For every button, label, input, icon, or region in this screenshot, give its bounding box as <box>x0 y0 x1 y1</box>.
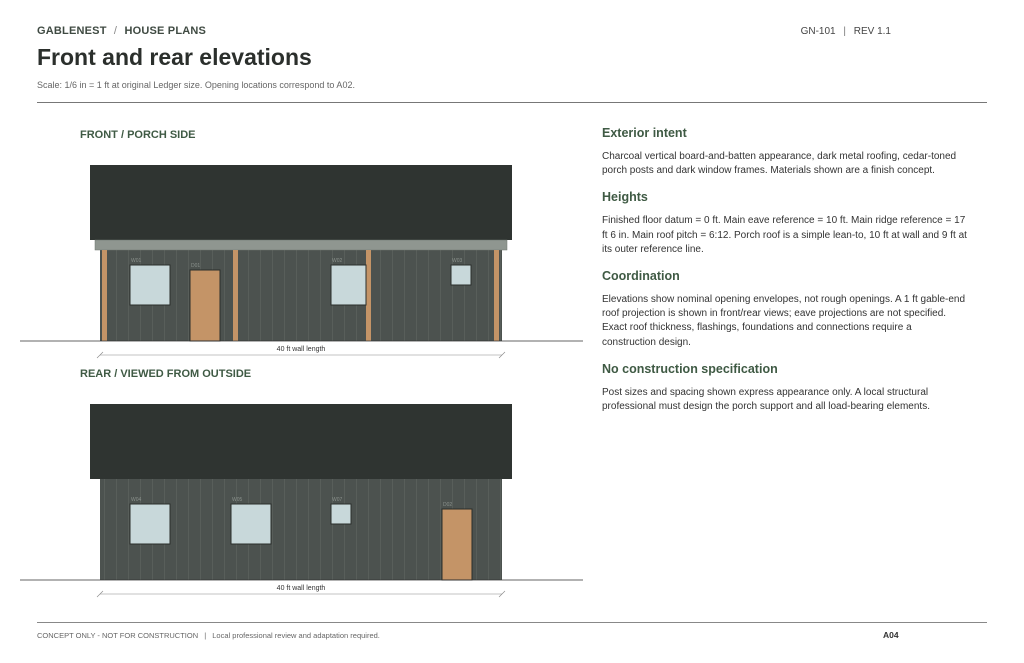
window-w03 <box>451 265 471 285</box>
sheet-number: GN-101 <box>800 26 836 37</box>
footer-note: Local professional review and adaptation required. <box>212 631 380 640</box>
window-w02 <box>331 265 366 305</box>
porch-post <box>366 250 371 341</box>
footer-divider <box>37 622 987 623</box>
note-heading-heights: Heights <box>602 190 648 205</box>
brand-header <box>37 25 206 37</box>
revision: REV 1.1 <box>853 26 891 37</box>
front-heading-secondary: PORCH SIDE <box>127 129 196 141</box>
code-separator: | <box>843 26 846 37</box>
tag-w05: W05 <box>232 497 243 503</box>
window-w05 <box>231 504 271 544</box>
tag-d01: D01 <box>191 263 201 269</box>
front-dimension-label: 40 ft wall length <box>276 346 326 353</box>
footer-sheet-number: A04 <box>883 630 899 640</box>
rear-heading-primary: REAR <box>80 368 112 380</box>
porch-post <box>102 250 107 341</box>
front-heading-separator: / <box>117 129 128 141</box>
header-divider <box>37 102 987 103</box>
front-elevation-drawing <box>20 150 583 360</box>
rear-dimension-label: 40 ft wall length <box>276 585 326 592</box>
page-subtitle: Scale: 1/6 in = 1 ft at original Ledger size. Opening locations correspond to A02. <box>37 80 355 90</box>
rear-elevation-drawing <box>20 389 583 599</box>
tag-w03: W03 <box>452 258 463 264</box>
tag-d02: D02 <box>443 502 453 508</box>
tag-w02: W02 <box>332 258 343 264</box>
tag-w07: W07 <box>332 497 343 503</box>
tag-w01: W01 <box>131 258 142 264</box>
front-elevation-svg <box>20 150 583 360</box>
front-porch-roof <box>95 240 507 250</box>
note-body-no-spec: Post sizes and spacing shown express appearance only. A local structural professional must design the porch support and all load-bearing elements. <box>602 386 930 413</box>
rear-main-roof <box>90 404 512 479</box>
rear-heading-separator: / <box>111 368 121 380</box>
porch-post <box>494 250 499 341</box>
sheet-code <box>801 26 891 37</box>
brand-separator: / <box>113 25 118 37</box>
window-w07 <box>331 504 351 524</box>
page-title: Front and rear elevations <box>37 44 312 70</box>
brand-name: GABLENEST <box>37 25 107 37</box>
note-body-coordination: Elevations show nominal opening envelopes, not rough openings. A 1 ft gable-end roof projection is shown in front/rear views; eave projections are not specified. Exact roof thickness, flashings, foundations and connections require a construction design. <box>602 294 966 348</box>
door-d02 <box>442 509 472 580</box>
footer-disclaimer-text: CONCEPT ONLY - NOT FOR CONSTRUCTION <box>37 631 199 640</box>
rear-heading-secondary: VIEWED FROM OUTSIDE <box>120 368 252 380</box>
front-main-roof <box>90 165 512 240</box>
door-d01 <box>190 270 220 341</box>
tag-w04: W04 <box>131 497 142 503</box>
front-heading-primary: FRONT <box>80 129 118 141</box>
rear-elevation-svg <box>20 389 583 599</box>
note-heading-no-spec: No construction specification <box>602 361 778 376</box>
window-w04 <box>130 504 170 544</box>
note-heading-coordination: Coordination <box>602 269 680 284</box>
rear-elevation-heading <box>80 368 251 380</box>
notes-column <box>602 126 967 414</box>
note-heading-exterior: Exterior intent <box>602 126 687 140</box>
window-w01 <box>130 265 170 305</box>
note-body-exterior: Charcoal vertical board-and-batten appearance, dark metal roofing, cedar-toned porch posts and dark window frames. Materials shown are a finish concept. <box>602 151 957 177</box>
note-body-heights: Finished floor datum = 0 ft. Main eave reference = 10 ft. Main ridge reference = 17 ft 6 in. Main roof pitch = 6:12. Porch roof is a simple lean-to, 10 ft at wall and 9 ft at its outer reference line. <box>602 215 967 255</box>
section-name: HOUSE PLANS <box>124 25 207 37</box>
porch-post <box>233 250 238 341</box>
footer-separator: | <box>204 631 207 640</box>
footer-disclaimer <box>37 631 380 640</box>
front-elevation-heading <box>80 129 196 141</box>
